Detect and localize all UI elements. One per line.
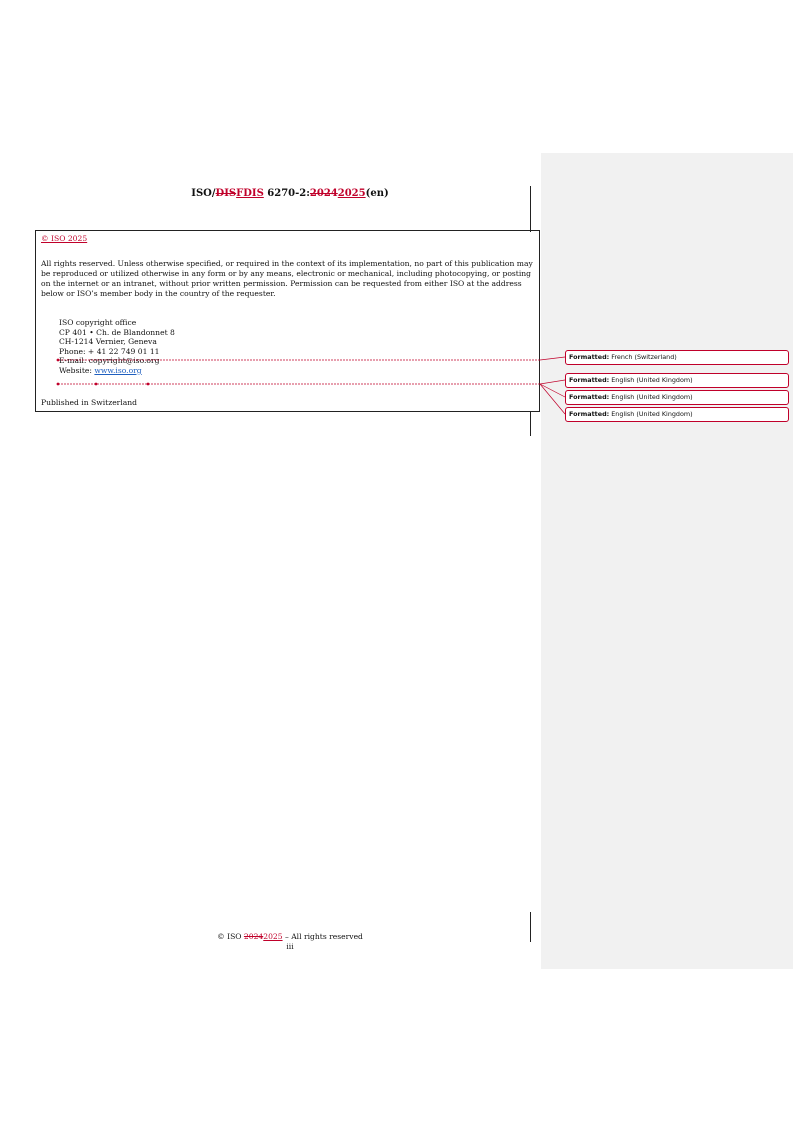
published-line: Published in Switzerland xyxy=(41,398,138,407)
comment-text: English (United Kingdom) xyxy=(609,410,693,418)
address-phone: Phone: + 41 22 749 01 11 xyxy=(59,346,160,356)
comment-text: English (United Kingdom) xyxy=(609,376,693,384)
copyright-line: © ISO 2025 xyxy=(41,234,88,243)
footer-prefix: © ISO xyxy=(217,932,244,941)
comment-text: English (United Kingdom) xyxy=(609,393,693,401)
footer-suffix: – All rights reserved xyxy=(282,932,363,941)
address-email: E-mail: copyright@iso.org xyxy=(59,356,160,366)
comment-balloon[interactable] xyxy=(565,373,789,388)
header-prefix: ISO/ xyxy=(191,188,216,199)
address-city: CH-1214 Vernier, Geneva xyxy=(59,337,157,347)
comment-text: French (Switzerland) xyxy=(609,353,677,361)
footer-deleted-year: 2024 xyxy=(243,932,264,941)
comment-label: Formatted: xyxy=(569,376,610,384)
comment-balloon[interactable] xyxy=(565,407,789,422)
header-suffix: (en) xyxy=(365,188,389,199)
comment-balloon[interactable] xyxy=(565,350,789,365)
comment-balloon[interactable] xyxy=(565,390,789,405)
deleted-stage: DIS xyxy=(215,188,237,199)
page-number: iii xyxy=(286,942,294,951)
website-link[interactable]: www.iso.org xyxy=(94,365,142,375)
inserted-stage: FDIS xyxy=(236,188,264,199)
footer-inserted-year: 2025 xyxy=(263,932,283,941)
address-office: ISO copyright office xyxy=(59,318,137,327)
header-number: 6270-2: xyxy=(263,188,310,199)
website-label: Website: xyxy=(59,365,95,375)
comment-label: Formatted: xyxy=(569,393,610,401)
inserted-year: 2025 xyxy=(337,188,366,199)
comment-label: Formatted: xyxy=(569,410,610,418)
rights-paragraph: All rights reserved. Unless otherwise specified, or required in the context of its implementation, no part of this publication may be reproduced or utilized otherwise in any form or by any means, electronic or mechanical, including photocopying, or posting on the internet or an intranet, without prior written permission. Permission can be requested from either ISO at the address below or ISO’s member body in the country of the requester. xyxy=(41,259,533,298)
comment-label: Formatted: xyxy=(569,353,610,361)
deleted-year: 2024 xyxy=(309,188,338,199)
address-street: CP 401 • Ch. de Blandonnet 8 xyxy=(59,327,175,337)
